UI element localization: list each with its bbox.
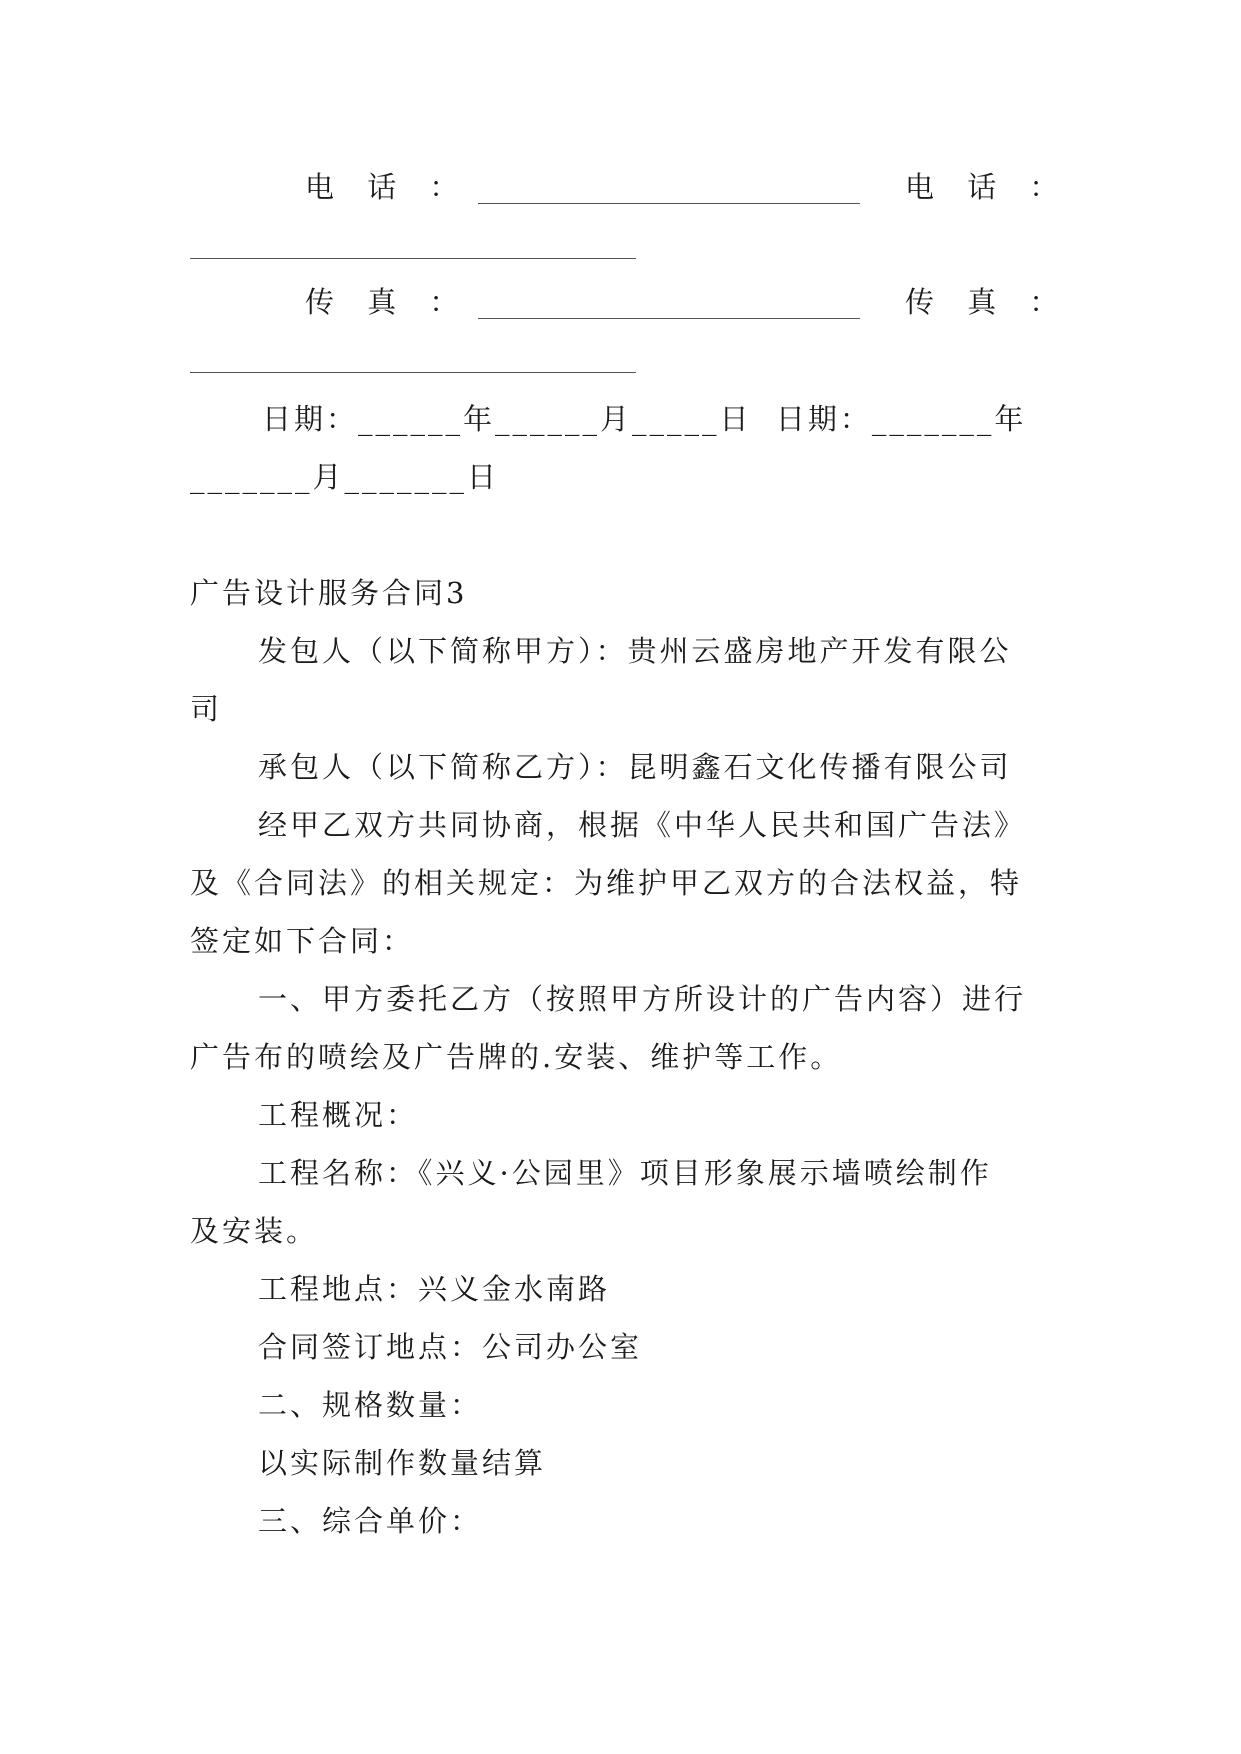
- paragraph-line: 及安装。: [190, 1214, 319, 1248]
- paragraph-line: 工程名称：《兴义·公园里》项目形象展示墙喷绘制作: [258, 1156, 992, 1190]
- paragraph-line: 签定如下合同：: [190, 924, 415, 958]
- paragraph-line: 经甲乙双方共同协商，根据《中华人民共和国广告法》: [258, 808, 1027, 842]
- paragraph-line: 承包人（以下简称乙方）：昆明鑫石文化传播有限公司: [258, 750, 1012, 784]
- document-title: 广告设计服务合同3: [190, 576, 468, 610]
- paragraph-line: 发包人（以下简称甲方）：贵州云盛房地产开发有限公: [258, 634, 1012, 668]
- paragraph-line: 三、综合单价：: [258, 1504, 483, 1538]
- paragraph-line: 以实际制作数量结算: [258, 1446, 547, 1480]
- paragraph-line: 合同签订地点：公司办公室: [258, 1330, 643, 1364]
- date-line-2: _______月_______日: [190, 460, 500, 494]
- paragraph-line: 一、甲方委托乙方（按照甲方所设计的广告内容）进行: [258, 982, 1027, 1016]
- fax-label-party-a: 传 真 ：: [305, 285, 471, 319]
- fax-blank-party-a: [478, 318, 860, 319]
- fax-label-party-b: 传 真 ：: [905, 285, 1071, 319]
- phone-label-party-b: 电 话 ：: [905, 170, 1071, 204]
- paragraph-line: 工程概况：: [258, 1098, 419, 1132]
- paragraph-line: 广告布的喷绘及广告牌的.安装、维护等工作。: [190, 1040, 843, 1074]
- phone-blank-party-b: [190, 258, 636, 259]
- phone-blank-party-a: [478, 203, 860, 204]
- phone-label-party-a: 电 话 ：: [305, 170, 471, 204]
- date-line-1: 日期：______年______月_____日 日期：_______年: [262, 402, 1027, 436]
- paragraph-line: 二、规格数量：: [258, 1388, 483, 1422]
- paragraph-line: 工程地点：兴义金水南路: [258, 1272, 611, 1306]
- paragraph-line: 司: [190, 692, 223, 726]
- fax-blank-party-b: [190, 372, 636, 373]
- paragraph-line: 及《合同法》的相关规定：为维护甲乙双方的合法权益，特: [190, 866, 1023, 900]
